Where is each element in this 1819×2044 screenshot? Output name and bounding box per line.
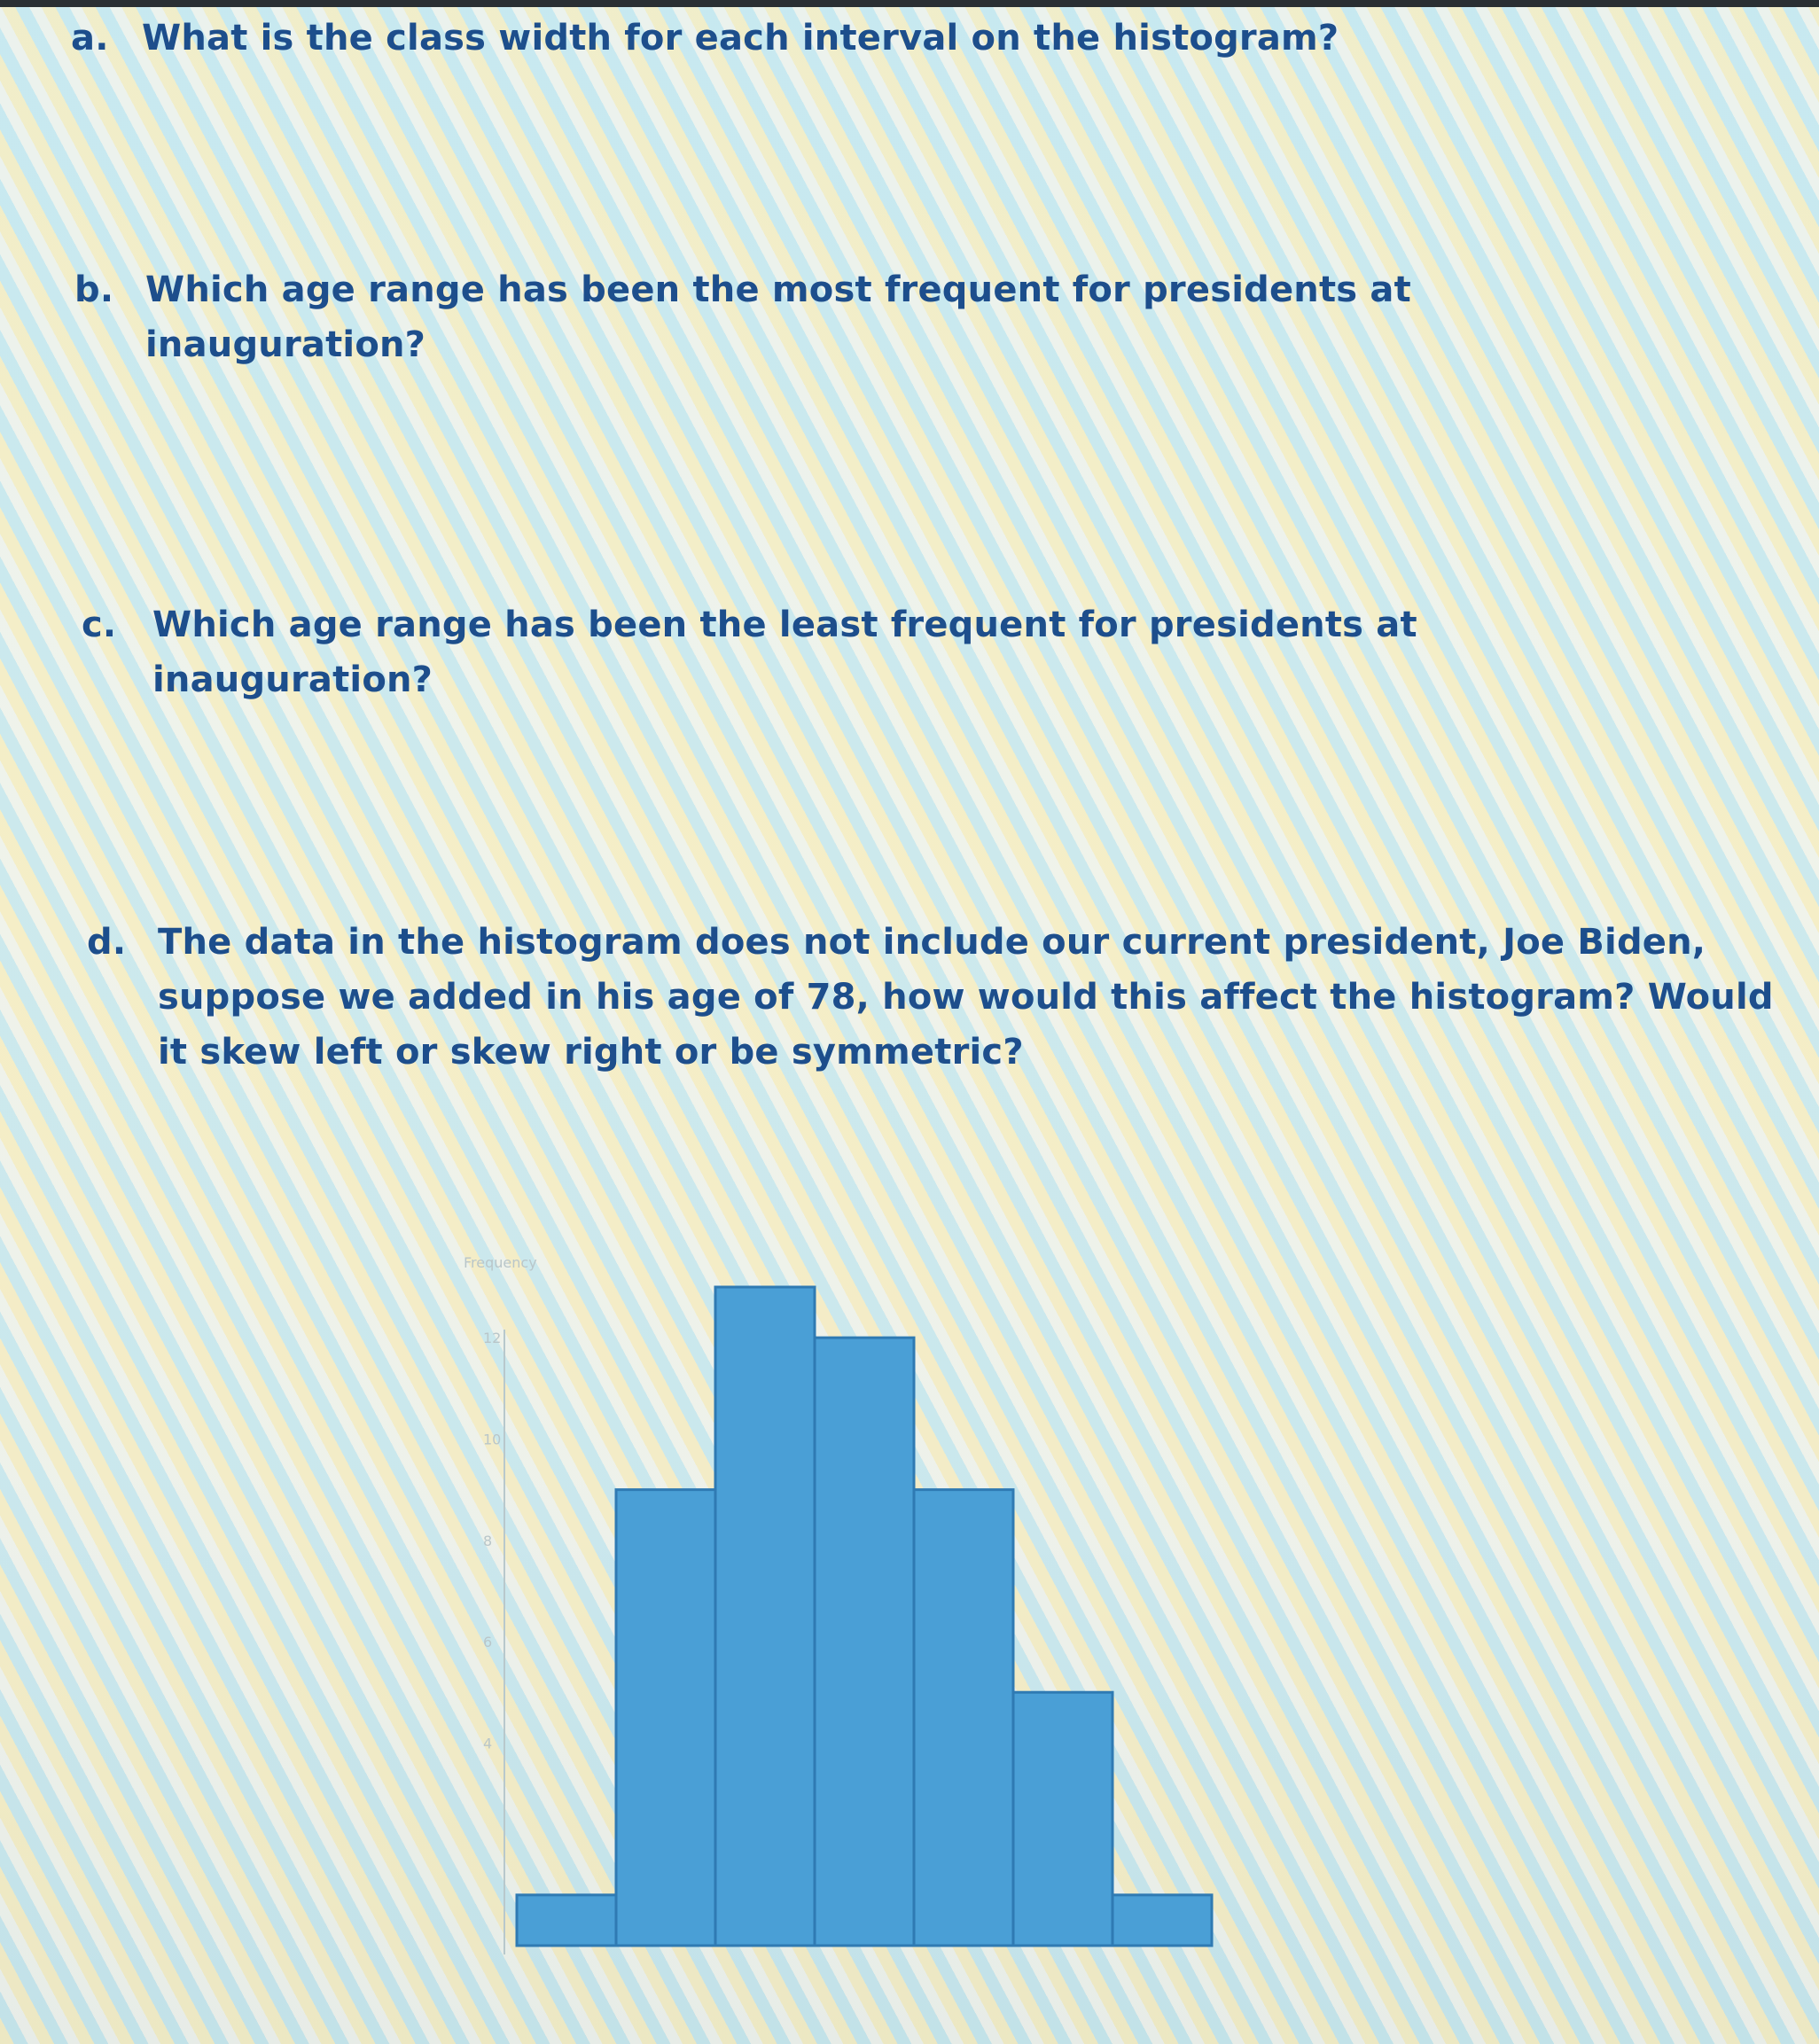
question-c-letter: c.: [82, 605, 117, 645]
y-axis-label: Frequency: [464, 1254, 537, 1271]
question-a-letter: a.: [71, 18, 109, 59]
y-tick-label: 10: [483, 1431, 502, 1448]
histogram-bar-2: [616, 1490, 715, 1946]
histogram-chart: [443, 1241, 1241, 2021]
question-d-letter: d.: [87, 922, 127, 963]
y-tick-label: 6: [483, 1634, 493, 1651]
top-edge-bar: [0, 0, 1819, 7]
y-tick-label: 8: [483, 1532, 493, 1549]
histogram-bar-3: [715, 1287, 815, 1946]
question-c-text: Which age range has been the least frequent for presidents at inauguration?: [152, 605, 1417, 700]
histogram-bar-5: [914, 1490, 1013, 1946]
histogram-bar-7: [1112, 1895, 1212, 1946]
question-d-text: The data in the histogram does not include our current president, Joe Biden, suppose we added in his age of 78, how would this affect the histogram? Would it skew left or skew right or be symmetric?: [158, 922, 1774, 1073]
y-tick-label: 4: [483, 1735, 493, 1752]
histogram-bar-1: [517, 1895, 616, 1946]
question-b-text: Which age range has been the most frequent for presidents at inauguration?: [145, 269, 1411, 365]
histogram-bar-4: [815, 1338, 914, 1946]
histogram-bar-6: [1013, 1692, 1112, 1946]
question-b: [74, 262, 1670, 372]
question-c: [82, 597, 1677, 707]
question-d: [87, 915, 1789, 1080]
question-a: [71, 11, 1667, 66]
question-b-letter: b.: [74, 269, 114, 310]
y-tick-label: 12: [483, 1330, 502, 1347]
question-a-text: What is the class width for each interval on the histogram?: [142, 18, 1339, 59]
